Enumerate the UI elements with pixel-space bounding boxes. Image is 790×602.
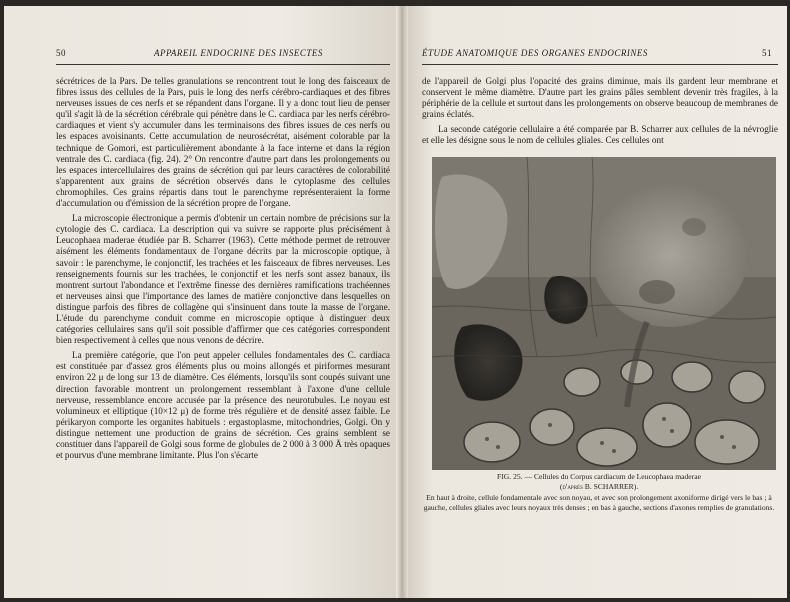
figure-caption-title: FIG. 25. — Cellules du Corpus cardiacum de Leucophaea maderae	[497, 472, 701, 481]
figure-caption-body: En haut à droite, cellule fondamentale avec son noyau, et avec son prolongement axoniforme dirigé vers le bas ; à gauche, cellules gliales avec leurs noyaux très denses ; en bas à gauche, sections d'axones remplies de granulations.	[423, 493, 775, 512]
right-paragraph-1: de l'appareil de Golgi plus l'opacité des grains diminue, mais ils gardent leur membrane et conservent le même diamètre. D'autre part les grains pâles semblent devenir très fragiles, à la périphérie de la cellule et surtout dans les prolongements on observe beaucoup de membranes de grains éclatés.	[422, 76, 778, 120]
left-paragraph-1: sécrétrices de la Pars. De telles granulations se rencontrent tout le long des faisceaux de fibres issus des cellules de la Pars, puis le long des nerfs cérébro-cardiaques et des fibres nerveuses issues de ces nerfs et se répandent dans l'organe. Il y a donc tout lieu de penser qu'il s'agit là de la sécrétion cérébrale qui pénètre dans le C. cardiaca par les nerfs cérébro-cardiaques et vient s'y accumuler dans les terminaisons des fibres issues de ces nerfs ou les espaces avoisinants. Cette accumulation de neurosécrétat, aisément colorable par la technique de Gomori, est particulièrement abondante à la face interne et dans la région ventrale des C. cardiaca (fig. 24). 2° On rencontre d'autre part dans les prolongements ou les espaces intercellulaires des grains de sécrétion qui par leurs caractères de colorabilité s'apparentent aux grains de sécrétion observés dans le cytoplasme des cellules chromophiles. Ces grains répartis dans tout le parenchyme représenteraient la forme d'accumulation ou d'émission de la sécrétion propre de l'organe.	[56, 76, 390, 209]
right-header-rule	[422, 64, 778, 65]
left-paragraph-3: La première catégorie, que l'on peut appeler cellules fondamentales des C. cardiaca est constituée par d'assez gros éléments plus ou moins allongés et piriformes mesurant environ 22 μ de long sur 13 de diamètre. Ces éléments, lorsqu'ils sont coupés suivant une direction favorable montrent un prolongement ressemblant à l'axone d'une cellule nerveuse, ressemblance encore accusée par la présence des neurotubules. Le noyau est volumineux et elliptique (10×12 μ) de forme très régulière et de densité assez faible. Le périkaryon comporte les organites habituels : ergastoplasme, mitochondries, Golgi. On y distingue nettement une production de grains de sécrétion. Ces grains semblent se constituer dans l'appareil de Golgi sous forme de globules de 2 000 à 3 000 Å très opaques et pourvus d'une membrane limitante. Plus l'on s'écarte	[56, 350, 390, 461]
left-body-text	[56, 76, 390, 461]
right-page-number: 51	[762, 48, 772, 58]
left-running-title: APPAREIL ENDOCRINE DES INSECTES	[154, 48, 323, 58]
left-header-rule	[56, 64, 390, 65]
left-page-number: 50	[56, 48, 66, 58]
book-gutter	[396, 6, 408, 598]
micrograph-image	[432, 157, 776, 470]
left-paragraph-2: La microscopie électronique a permis d'obtenir un certain nombre de précisions sur la cytologie des C. cardiaca. La description qui va suivre se rapporte plus précisément à Leucophaea maderae étudiée par B. Scharrer (1963). Cette méthode permet de retrouver aisément les éléments fondamentaux de l'organe décrits par la microscopie optique, à savoir : le parenchyme, le conjonctif, les trachées et les faisceaux de fibres nerveuses. Les renseignements fournis sur les trachées, le conjonctif et les nerfs sont assez banaux, ils montrent surtout l'abondance et l'extrême finesse des dernières ramifications trachéennes et nerveuses ainsi que l'importance des lames de matière conjonctive dans lesquelles on distingue parfois des fibres de collagène qui s'insinuent dans toute la masse de l'organe. L'étude du parenchyme conduit comme en microscopie optique à distinguer deux catégories cellulaires sans qu'il soit possible d'affirmer que ces catégories correspondent bien respectivement à celles que nous venons de décrire.	[56, 213, 390, 346]
figure-caption-credit: (d'après B. SCHARRER).	[559, 481, 639, 491]
figure-caption	[418, 472, 780, 512]
electron-micrograph-figure	[432, 157, 776, 470]
right-running-title: ÉTUDE ANATOMIQUE DES ORGANES ENDOCRINES	[422, 48, 648, 58]
right-paragraph-2: La seconde catégorie cellulaire a été comparée par B. Scharrer aux cellules de la névroglie et elle les désigne sous le nom de cellules gliales. Ces cellules ont	[422, 124, 778, 146]
right-body-text	[422, 76, 778, 147]
